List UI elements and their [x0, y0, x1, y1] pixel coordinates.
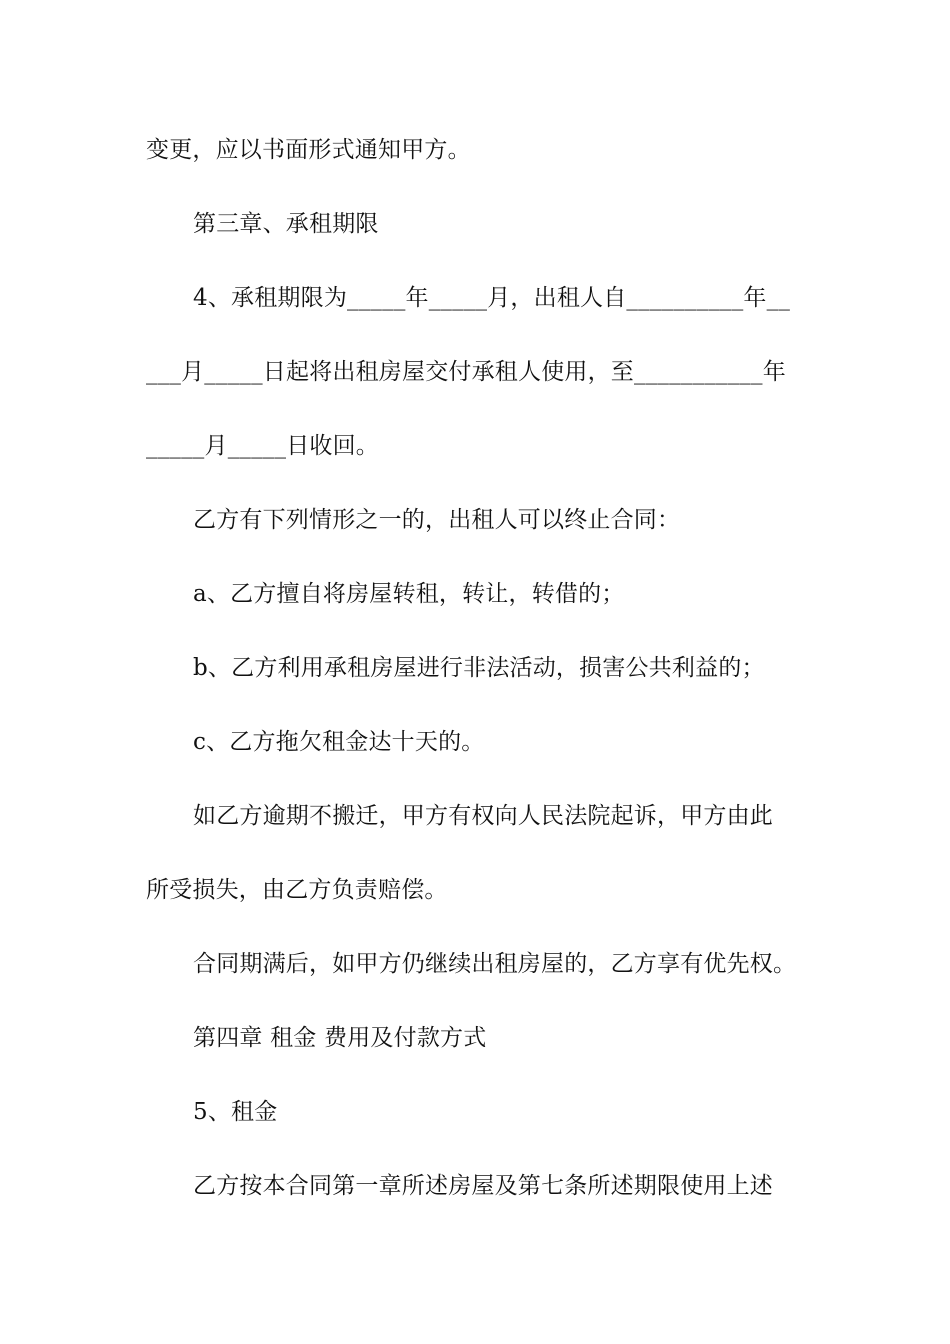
paragraph-line: 乙方有下列情形之一的，出租人可以终止合同：	[193, 507, 681, 533]
chapter-heading: 第三章、承租期限	[193, 211, 379, 237]
paragraph-line: 如乙方逾期不搬迁，甲方有权向人民法院起诉，甲方由此	[193, 803, 773, 829]
paragraph-line: 变更，应以书面形式通知甲方。	[146, 137, 471, 163]
section-heading: 5、租金	[193, 1099, 278, 1125]
chapter-heading: 第四章 租金 费用及付款方式	[193, 1025, 487, 1051]
clause-line: ___月_____日起将出租房屋交付承租人使用，至___________年	[146, 359, 786, 385]
clause-line: _____月_____日收回。	[146, 433, 379, 459]
clause-line: 4、承租期限为_____年_____月，出租人自__________年__	[193, 285, 791, 311]
list-item: b、乙方利用承租房屋进行非法活动，损害公共利益的；	[193, 655, 765, 681]
paragraph-line: 合同期满后，如甲方仍继续出租房屋的，乙方享有优先权。	[193, 951, 797, 977]
paragraph-line: 乙方按本合同第一章所述房屋及第七条所述期限使用上述	[193, 1173, 773, 1199]
list-item: a、乙方擅自将房屋转租，转让，转借的；	[193, 581, 625, 607]
paragraph-line: 所受损失，由乙方负责赔偿。	[146, 877, 448, 903]
list-item: c、乙方拖欠租金达十天的。	[193, 729, 485, 755]
